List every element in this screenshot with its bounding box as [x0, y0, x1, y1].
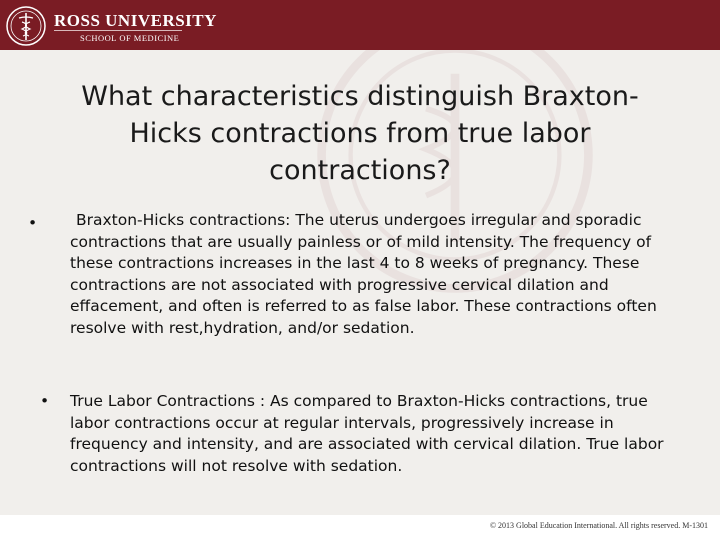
school-name: SCHOOL OF MEDICINE	[80, 33, 180, 43]
copyright-footer: © 2013 Global Education International. All rights reserved. M-1301	[489, 521, 708, 530]
bullet-braxton-hicks: Braxton-Hicks contractions: The uterus undergoes irregular and sporadic contractions that are usually painless or of mild intensity. The frequency of these contractions increases in the last 4 to 8 weeks of pregnancy. These contractions are not associated with progressive cervical dilation and effacement, and often is referred to as false labor. These contractions often resolve with rest,hydration, and/or sedation.	[70, 211, 657, 337]
logo-divider	[54, 30, 182, 31]
seal-caduceus-icon	[4, 4, 48, 48]
bullet-marker: •	[28, 214, 38, 232]
slide-title: What characteristics distinguish Braxton-Hicks contractions from true labor contractions?	[81, 81, 639, 186]
bullet-true-labor: True Labor Contractions : As compared to Braxton-Hicks contractions, true labor contractions occur at regular intervals, progressively increase in frequency and intensity, and are associated with cervical dilation. True labor contractions will not resolve with sedation.	[70, 392, 664, 475]
header-band	[0, 0, 720, 50]
bullet-marker: •	[40, 392, 50, 410]
university-name: ROSS UNIVERSITY	[54, 11, 217, 30]
